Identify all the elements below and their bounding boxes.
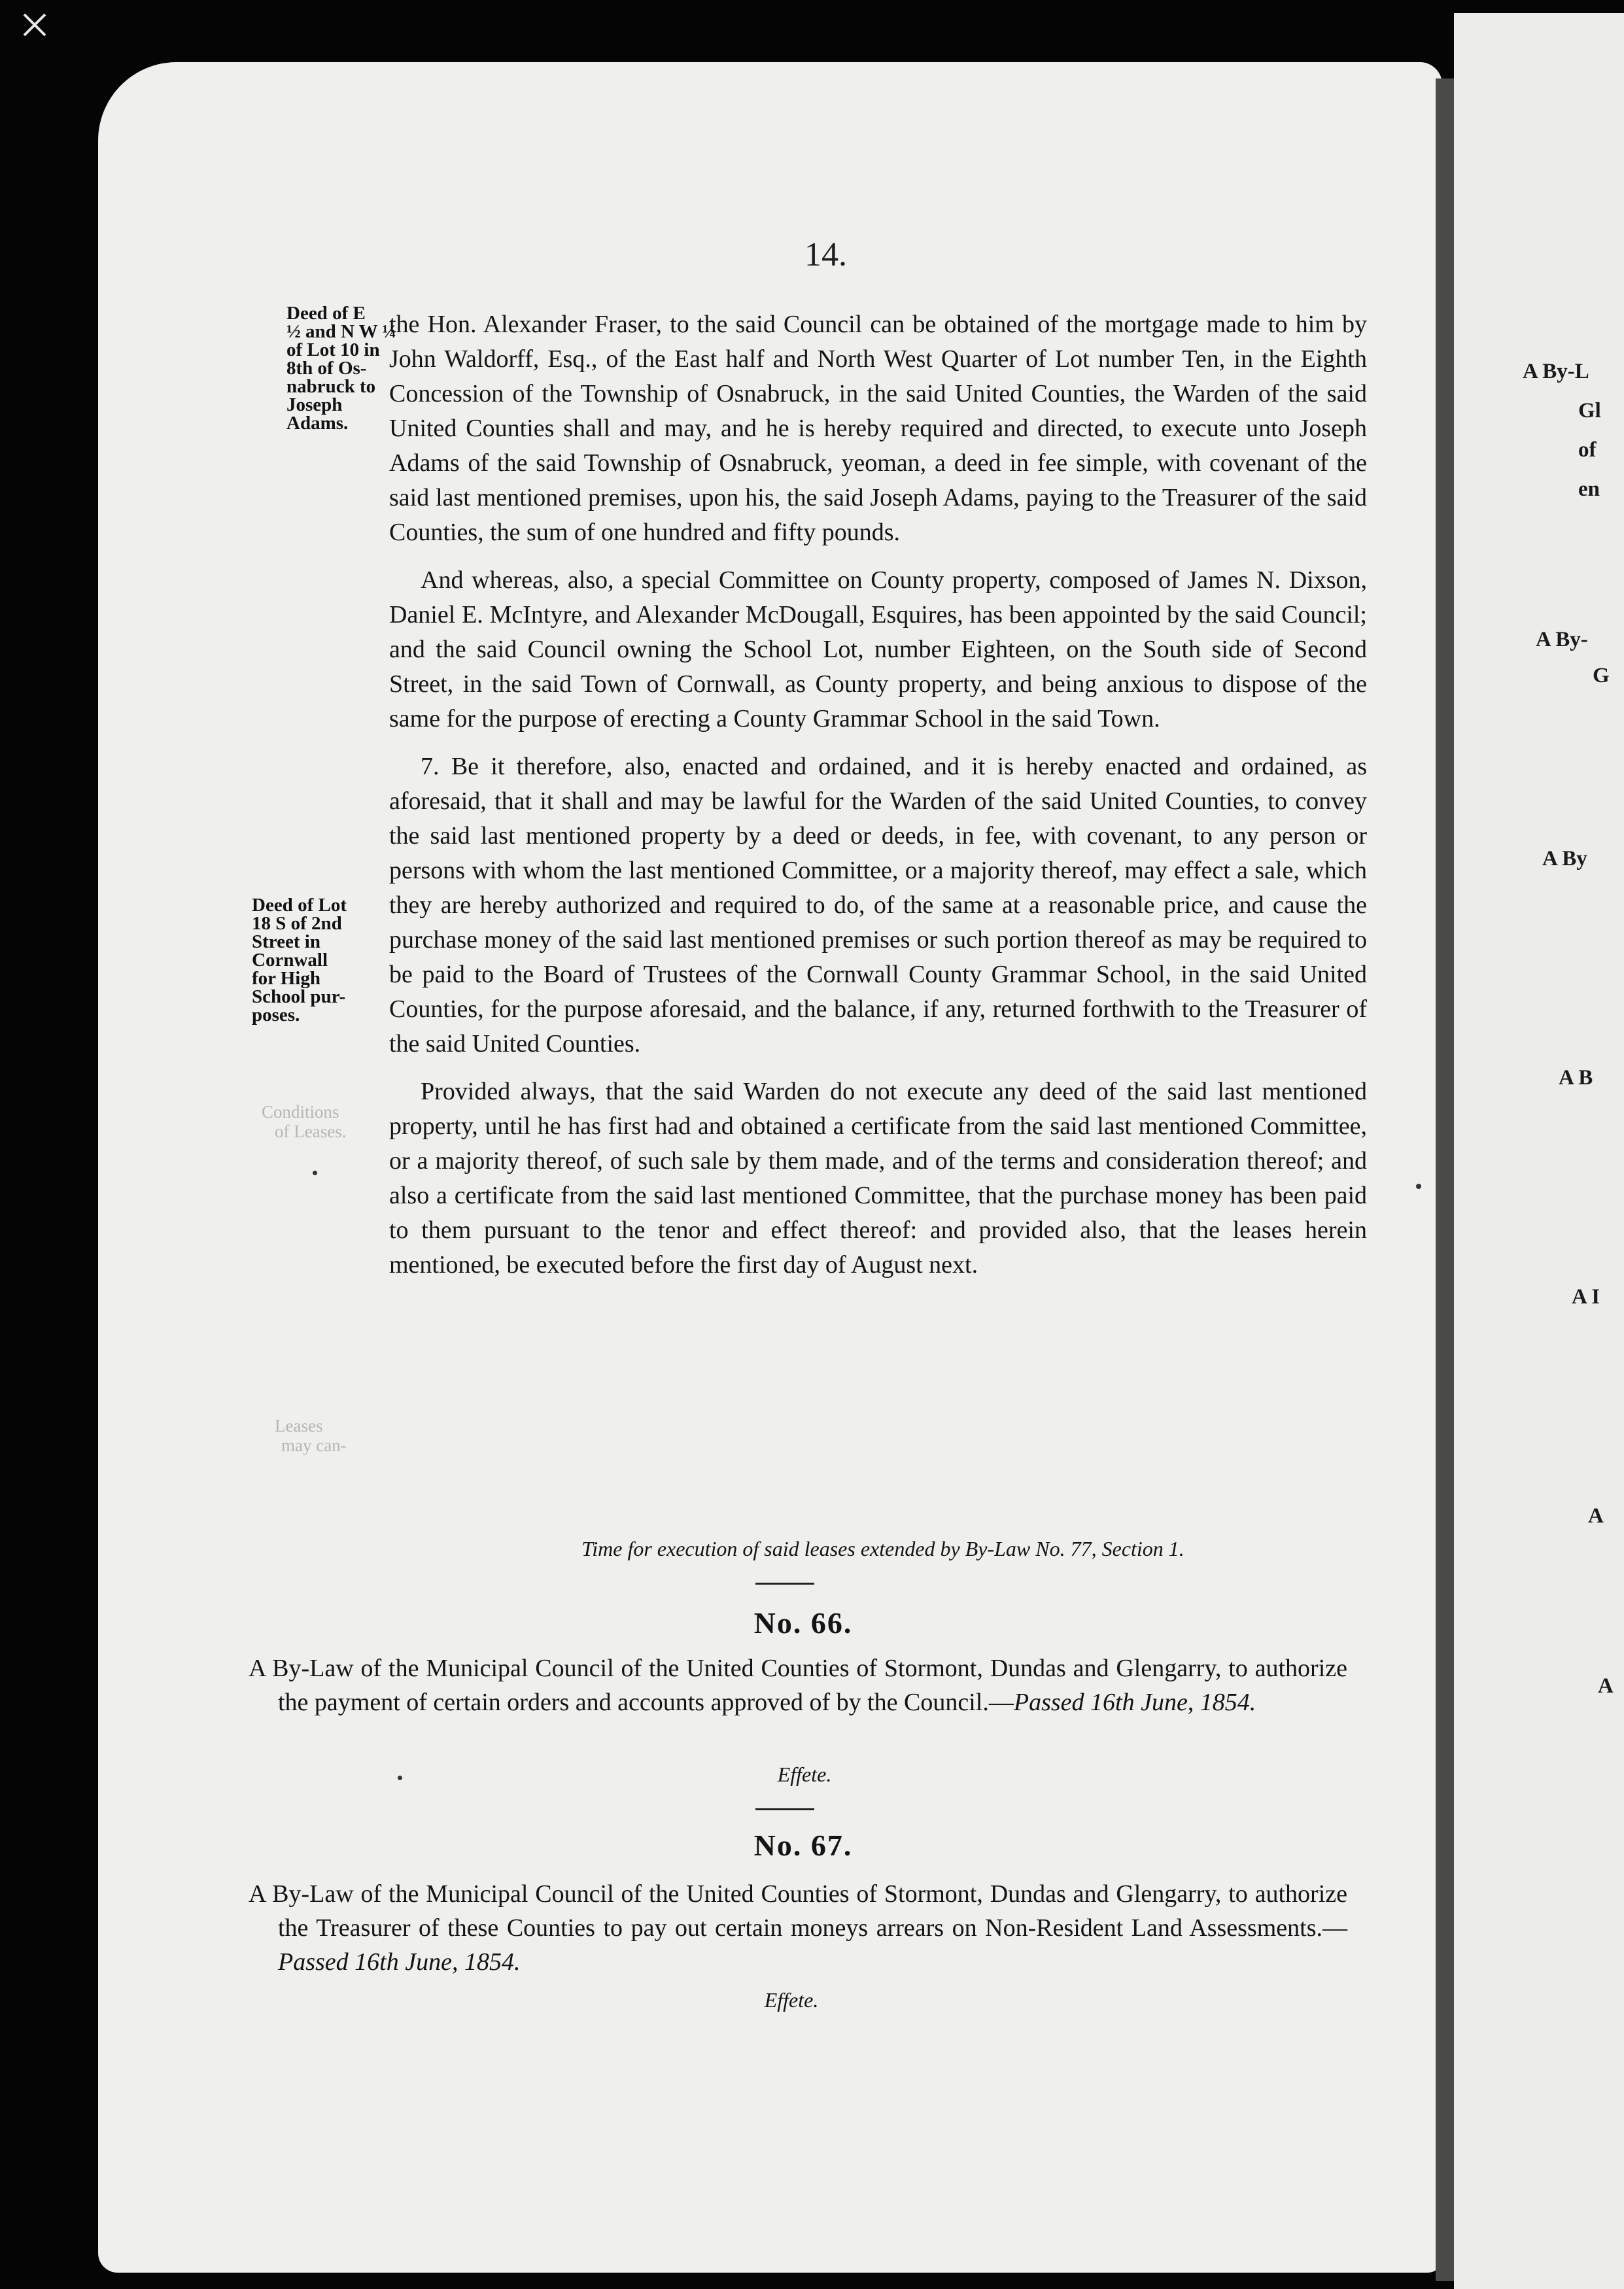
paragraph-committee: And whereas, also, a special Committee on County property, composed of James N. Dixson, Daniel E. McIntyre, and Alexander McDougall, Esquires, has been appointed by the said Council; and the said Council owning the School Lot, number Eighteen, on the South side of Second Street, in the said Town of Cornwall, as County property, and being anxious to dispose of the same for the purpose of erecting a County Grammar School in the said Town. <box>389 566 1367 732</box>
bylaw-67-heading: No. 67. <box>753 1829 853 1862</box>
margin-note-line: Deed of Lot <box>252 895 347 916</box>
adjacent-page-fragment: A <box>1588 1504 1604 1528</box>
ink-speck <box>313 1171 317 1175</box>
bylaw-66-text <box>249 1651 1347 1719</box>
margin-note-deed-lot-18 <box>252 896 389 1024</box>
margin-note-line: nabruck to <box>286 376 376 397</box>
section-rule <box>755 1583 814 1585</box>
bylaw-66-heading: No. 66. <box>753 1606 853 1640</box>
margin-note-line: Deed of E <box>286 303 366 324</box>
bylaw-66-passed: Passed 16th June, 1854. <box>1013 1689 1256 1716</box>
paragraph-deed-adams: the Hon. Alexander Fraser, to the said Council can be obtained of the mortgage made to him by John Waldorff, Esq., of the East half and North West Quarter of Lot number Ten, in the Eighth Concession of the Township of Osnabruck, in the said United Counties, the Warden of the said United Counties shall and may, and he is hereby required and directed, to execute unto Joseph Adams of the said Township of Osnabruck, yeoman, a deed in fee simple, with covenant of the said last mentioned premises, upon his, the said Joseph Adams, paying to the Treasurer of the said Counties, the sum of one hundred and fifty pounds. <box>389 311 1367 546</box>
margin-note-line: Cornwall <box>252 950 328 971</box>
adjacent-page-fragment: Gl <box>1578 399 1601 422</box>
adjacent-page-fragment: A By-L <box>1523 360 1589 383</box>
bylaw-67-status: Effete. <box>764 1988 819 2012</box>
bleed-through-text: Leases <box>275 1416 323 1436</box>
bylaw-66-status: Effete. <box>777 1763 832 1786</box>
margin-note-line: 18 S of 2nd <box>252 913 342 934</box>
bleed-through-text: of Leases. <box>275 1122 347 1141</box>
section-rule <box>755 1808 814 1810</box>
bylaw-67-description: A By-Law of the Municipal Council of the United Counties of Stormont, Dundas and Glengarry, to authorize the Treasurer of these Counties to pay out certain moneys arrears on Non-Resident Land Assessments.— <box>249 1880 1347 1942</box>
paragraph-proviso: Provided always, that the said Warden do not execute any deed of the said last mentioned property, until he has first had and obtained a certificate from the said last mentioned Committee, or a majority thereof, of such sale by them made, and of the terms and consideration thereof; and also a certificate from the said last mentioned Committee, that the purchase money has been paid to them pursuant to the tenor and effect thereof: and provided also, that the leases herein mentioned, be executed before the first day of August next. <box>389 1078 1367 1279</box>
adjacent-page-fragment: of <box>1578 438 1597 462</box>
margin-note-line: School pur- <box>252 986 346 1007</box>
book-spine <box>1436 78 1454 2281</box>
paragraph-section-7: 7. Be it therefore, also, enacted and ordained, and it is hereby enacted and ordained, as aforesaid, that it shall and may be lawful for the Warden of the said United Counties, to convey the said last mentioned property by a deed or deeds, in fee, with covenant, to any person or persons with whom the last mentioned Committee, or a majority thereof, may effect a sale, which they are hereby authorized and required to do, of the same at a reasonable price, and cause the purchase money of the said last mentioned premises or such portion thereof as may be required to be paid to the Board of Trustees of the Cornwall County Grammar School, in the said United Counties, for the purpose aforesaid, and the balance, if any, returned forthwith to the Treasurer of the said United Counties. <box>389 753 1367 1058</box>
page-number: 14. <box>804 236 847 273</box>
adjacent-page-fragment: A I <box>1572 1285 1600 1309</box>
adjacent-page-fragment: A <box>1598 1674 1614 1698</box>
amendment-note: Time for execution of said leases extended by By-Law No. 77, Section 1. <box>581 1537 1184 1560</box>
margin-note-line: for High <box>252 968 320 989</box>
bleed-through-text: may can- <box>281 1436 347 1455</box>
ink-speck <box>398 1776 402 1780</box>
bleed-through-text: Conditions <box>262 1102 339 1122</box>
margin-note-line: Joseph <box>286 394 343 415</box>
adjacent-page-fragment: A By- <box>1536 628 1588 651</box>
margin-note-line: of Lot 10 in <box>286 339 380 360</box>
adjacent-page-edge <box>1454 13 1624 2289</box>
margin-note-line: 8th of Os- <box>286 358 367 379</box>
adjacent-page-fragment: A By <box>1542 847 1587 870</box>
adjacent-page-fragment: A B <box>1559 1066 1593 1090</box>
adjacent-page-fragment: en <box>1578 477 1600 501</box>
ink-speck <box>1416 1184 1421 1189</box>
main-text <box>389 307 1367 1282</box>
margin-note-line: Street in <box>252 931 320 952</box>
adjacent-page-fragment: G <box>1593 664 1610 687</box>
bylaw-67-passed: Passed 16th June, 1854. <box>278 1948 521 1976</box>
scan-corner-mark <box>23 13 46 37</box>
bylaw-67-text <box>249 1877 1347 1979</box>
margin-note-line: poses. <box>252 1005 300 1025</box>
margin-note-line: ½ and N W ¼ <box>286 321 397 342</box>
bylaw-66-description: A By-Law of the Municipal Council of the United Counties of Stormont, Dundas and Glengarry, to authorize the payment of certain orders and accounts approved of by the Council.— <box>249 1655 1347 1716</box>
margin-note-line: Adams. <box>286 413 349 434</box>
